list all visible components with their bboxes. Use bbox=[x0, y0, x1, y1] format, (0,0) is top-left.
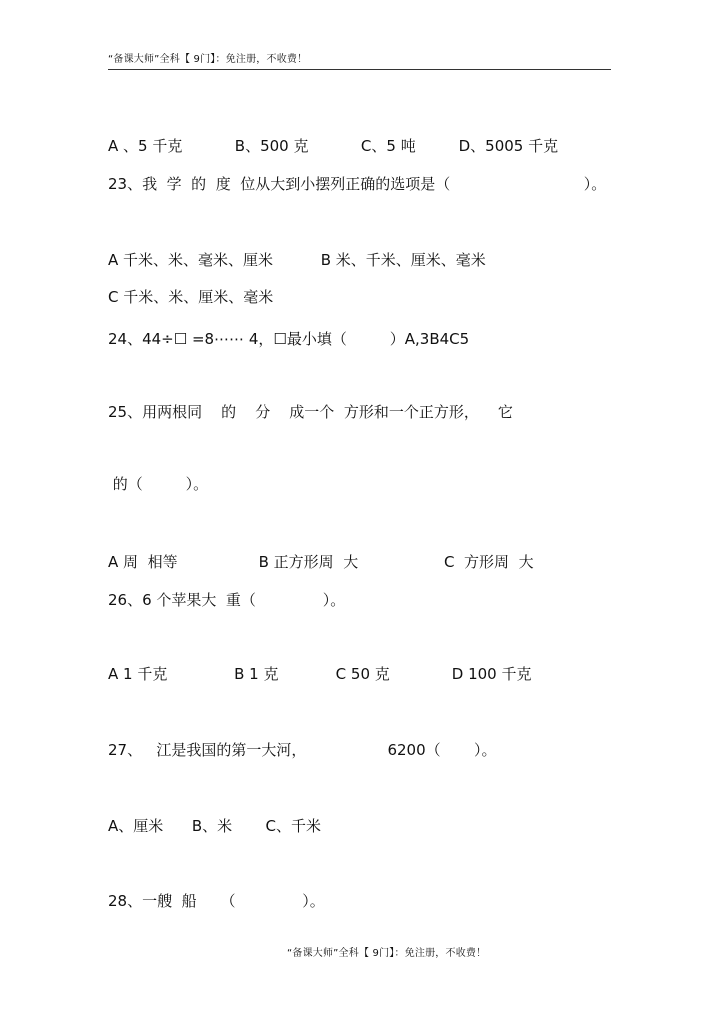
question-23-options-ab: A 千米、米、毫米、厘米 B 米、千米、厘米、毫米 bbox=[108, 251, 486, 269]
question-25-stem-continued: 的（ ）。 bbox=[108, 475, 209, 493]
question-23-option-c: C 千米、米、厘米、毫米 bbox=[108, 288, 274, 306]
question-26-stem: 26、6 个苹果大 重（ ）。 bbox=[108, 591, 346, 609]
question-28-stem: 28、一艘 船 （ ）。 bbox=[108, 892, 325, 910]
header-divider bbox=[108, 69, 611, 70]
page-footer: “备课大师”全科【 9门】：免注册，不收费！ bbox=[287, 948, 487, 959]
question-25-options: A 周 相等 B 正方形周 大 C 方形周 大 bbox=[108, 553, 534, 571]
question-25-stem: 25、用两根同 的 分 成一个 方形和一个正方形， 它 bbox=[108, 403, 513, 421]
question-24-stem: 24、44÷☐ =8⋯⋯ 4，☐最小填（ ）A,3B4C5 bbox=[108, 330, 470, 348]
question-26-options: A 1 千克 B 1 克 C 50 克 D 100 千克 bbox=[108, 665, 532, 683]
question-27-stem: 27、 江是我国的第一大河， 6200（ ）。 bbox=[108, 741, 497, 759]
question-27-options: A、厘米 B、米 C、千米 bbox=[108, 817, 322, 835]
question-22-options: A 、5 千克 B、500 克 C、5 吨 D、5005 千克 bbox=[108, 137, 559, 155]
page-header: “备课大师”全科【 9门】：免注册，不收费！ bbox=[108, 54, 308, 65]
question-23-stem: 23、我 学 的 度 位从大到小摆列正确的选项是（ ）。 bbox=[108, 175, 607, 193]
